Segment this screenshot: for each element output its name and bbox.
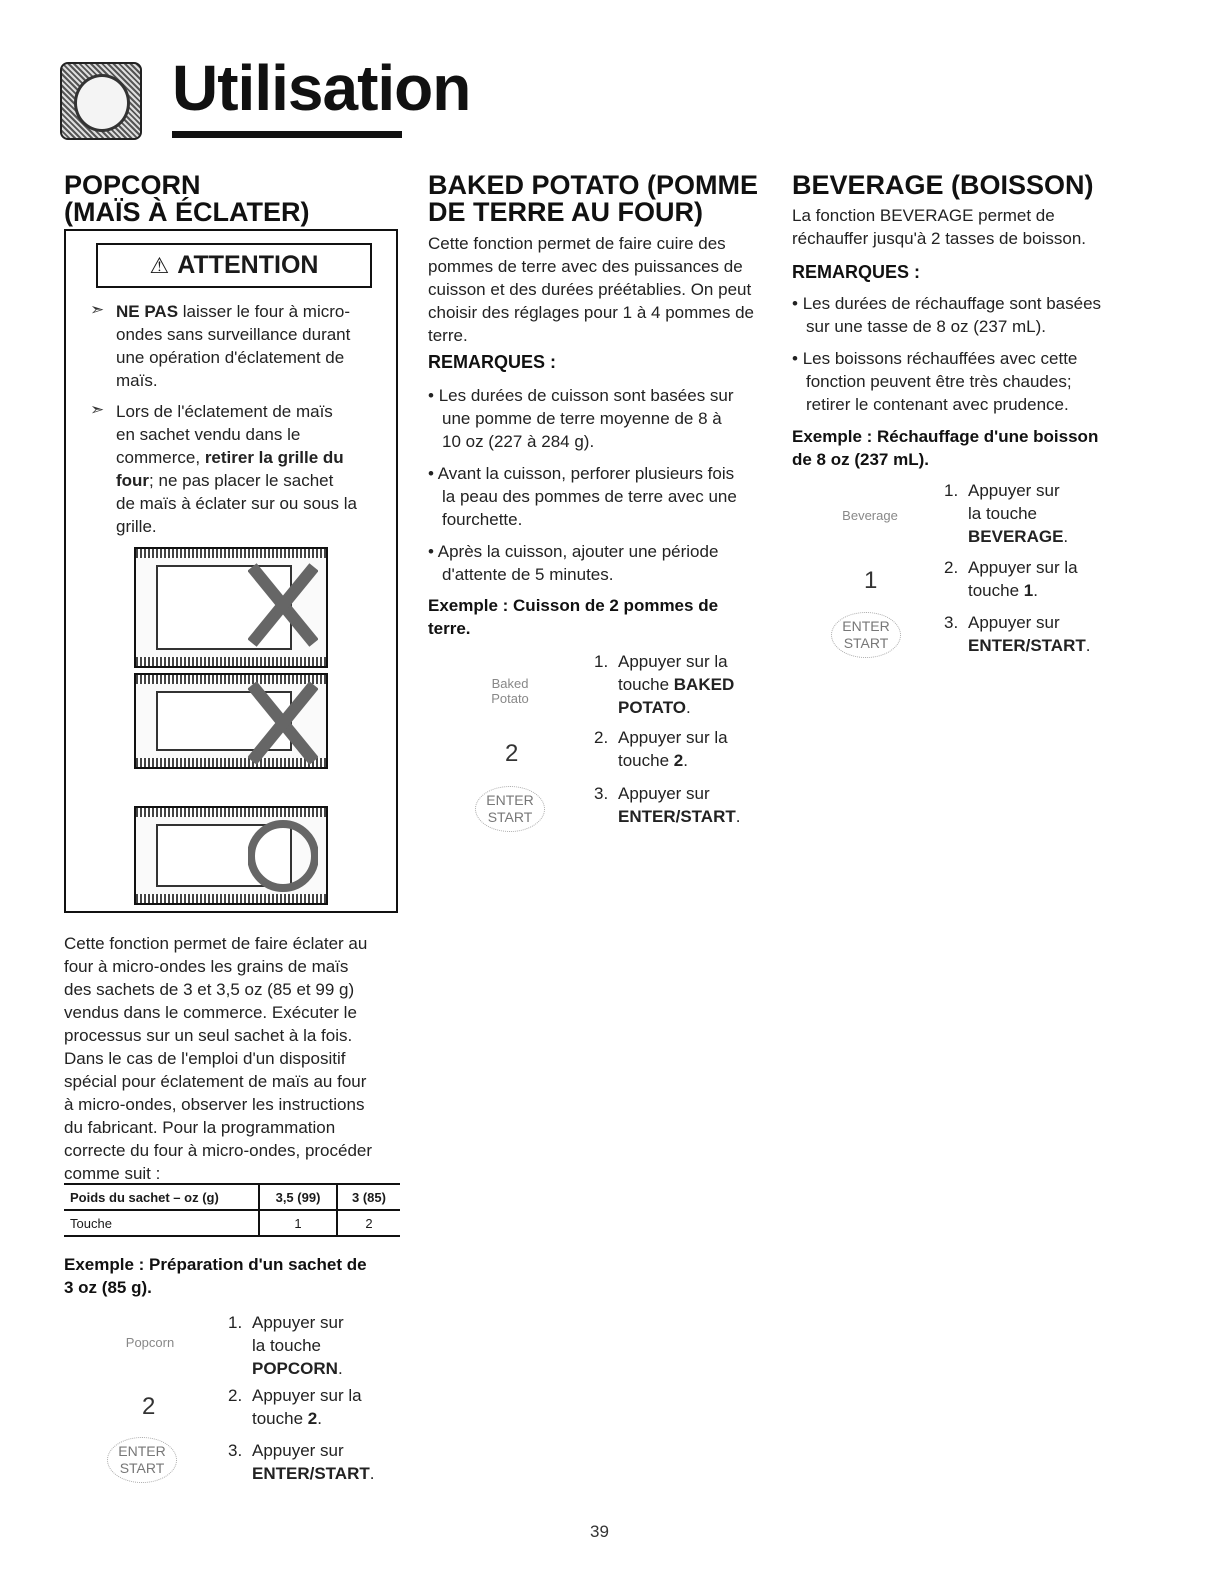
beverage-key-icon: Beverage: [842, 508, 898, 523]
oven-illustration-correct: [134, 806, 328, 905]
beverage-step-2: 2. Appuyer sur la touche 1.: [944, 558, 1078, 600]
list-item: • Avant la cuisson, perforer plusieurs fois la peau des pommes de terre avec une fourchette.: [428, 464, 737, 529]
popcorn-key-icon: Popcorn: [125, 1335, 175, 1350]
cross-icon: [248, 563, 318, 647]
popcorn-title: [64, 172, 309, 226]
potato-example-heading: Exemple : Cuisson de 2 pommes de terre.: [428, 596, 719, 638]
beverage-notes: [792, 292, 1132, 416]
digit-2-key-icon: 2: [142, 1393, 156, 1420]
beverage-description: La fonction BEVERAGE permet de réchauffer jusqu'à 2 tasses de boisson.: [792, 206, 1087, 248]
potato-step-1: 1. Appuyer sur la touche BAKED POTATO.: [594, 652, 735, 717]
table-row: Touche 1 2: [64, 1210, 400, 1236]
check-circle-icon: [248, 814, 318, 898]
popcorn-description: Cette fonction permet de faire éclater au four à micro-ondes les grains de maïs des sachets de 3 et 3,5 oz (85 et 99 g) vendus dans le commerce. Exécuter le processus sur un seul sachet à la fois. Dans le cas de l'emploi d'un dispositif spécial pour éclatement de maïs au four à micro-ondes, observer les instructions du fabricant. Pour la programmation correcte du four à micro-ondes, procéder comme suit :: [64, 934, 373, 1183]
arrow-bullet-icon: ➣: [90, 300, 105, 319]
potato-title: BAKED POTATO (POMME DE TERRE AU FOUR): [428, 170, 758, 227]
potato-notes: [428, 384, 773, 586]
attention-bullet-2: ➣ Lors de l'éclatement de maïs en sachet vendu dans le commerce, retirer la grille du four; ne pas placer le sachet de maïs à éclater sur ou sous la grille.: [90, 400, 357, 536]
attention-bold-text: NE PAS: [116, 302, 179, 321]
baked-potato-key-icon: Baked Potato: [491, 676, 529, 706]
enter-start-key-icon: ENTER START: [107, 1437, 177, 1483]
popcorn-step-1: 1. Appuyer sur la touche POPCORN.: [228, 1313, 344, 1378]
popcorn-step-2: 2. Appuyer sur la touche 2.: [228, 1386, 362, 1428]
beverage-title: BEVERAGE (BOISSON): [792, 170, 1094, 200]
beverage-remarques-heading: REMARQUES :: [792, 262, 921, 282]
beverage-example-heading: Exemple : Réchauffage d'une boisson de 8 oz (237 mL).: [792, 427, 1099, 469]
list-item: • Les boissons réchauffées avec cette fonction peuvent être très chaudes; retirer le contenant avec prudence.: [792, 349, 1078, 414]
popcorn-weight-table: [64, 1183, 400, 1237]
table-header-row: Poids du sachet – oz (g) 3,5 (99) 3 (85): [64, 1184, 400, 1210]
list-item: • Les durées de réchauffage sont basées sur une tasse de 8 oz (237 mL).: [792, 294, 1102, 336]
list-item: • Après la cuisson, ajouter une période d'attente de 5 minutes.: [428, 542, 719, 584]
popcorn-example-heading: Exemple : Préparation d'un sachet de 3 oz (85 g).: [64, 1255, 367, 1297]
page-number: 39: [590, 1522, 609, 1541]
cross-icon: [248, 681, 318, 765]
potato-description: Cette fonction permet de faire cuire des pommes de terre avec des puissances de cuisson et des durées préétablies. On peut choisir des réglages pour 1 à 4 pommes de terre.: [428, 234, 755, 345]
digit-2-key-icon: 2: [505, 740, 519, 767]
enter-start-key-icon: ENTER START: [475, 786, 545, 832]
potato-step-3: 3. Appuyer sur ENTER/START.: [594, 784, 741, 826]
attention-header: [96, 243, 372, 288]
potato-step-2: 2. Appuyer sur la touche 2.: [594, 728, 728, 770]
oven-dial-icon: [60, 62, 142, 140]
beverage-step-1: 1. Appuyer sur la touche BEVERAGE.: [944, 481, 1069, 546]
title-underline: [172, 131, 402, 138]
list-item: • Les durées de cuisson sont basées sur une pomme de terre moyenne de 8 à 10 oz (227 à 284 g).: [428, 386, 734, 451]
popcorn-title-line1: POPCORN: [64, 170, 201, 200]
arrow-bullet-icon: ➣: [90, 400, 105, 419]
oven-illustration-bag-under-rack: [134, 673, 328, 769]
oven-illustration-bag-on-rack: [134, 547, 328, 668]
digit-1-key-icon: 1: [864, 567, 878, 594]
attention-bullet-1: ➣ NE PAS laisser le four à micro- ondes sans surveillance durant une opération d'éclatement de maïs.: [90, 300, 351, 390]
warning-triangle-icon: ⚠: [149, 253, 170, 278]
page-title: Utilisation: [172, 52, 471, 124]
attention-label: ATTENTION: [177, 251, 319, 279]
popcorn-step-3: 3. Appuyer sur ENTER/START.: [228, 1441, 375, 1483]
beverage-step-3: 3. Appuyer sur ENTER/START.: [944, 613, 1091, 655]
potato-remarques-heading: REMARQUES :: [428, 352, 557, 372]
enter-start-key-icon: ENTER START: [831, 612, 901, 658]
popcorn-title-line2: (MAÏS À ÉCLATER): [64, 197, 310, 227]
